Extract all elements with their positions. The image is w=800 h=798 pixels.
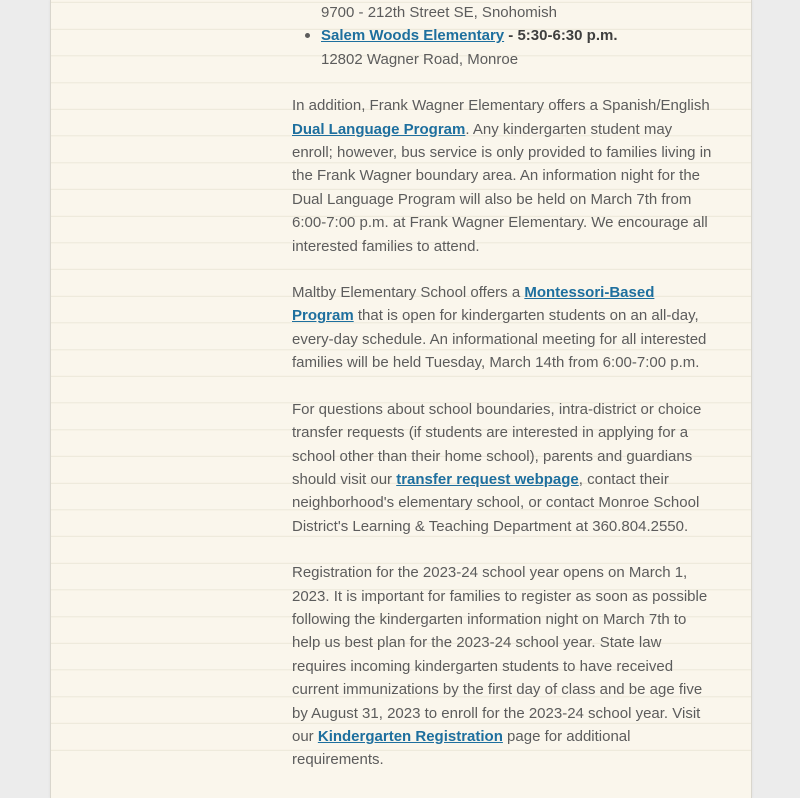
- paragraph-montessori: [292, 281, 716, 375]
- paragraph-text: In addition, Frank Wagner Elementary offers a Spanish/English: [292, 97, 710, 115]
- salem-woods-elementary-link[interactable]: Salem Woods Elementary: [321, 27, 505, 45]
- paragraph-registration: [292, 561, 716, 772]
- kindergarten-registration-link[interactable]: Kindergarten Registration: [317, 727, 503, 745]
- paragraph-text: that is open for kindergarten students on an all-day, every-day schedule. An informational meeting for all interested families will be held Tuesday, March 14th from 6:00-7:00 p.m.: [292, 307, 707, 372]
- montessori-based-program-link[interactable]: Montessori-Based Program: [292, 284, 655, 325]
- list-item-address: 12802 Wagner Road, Monroe: [321, 50, 519, 68]
- content-sheet: [50, 0, 752, 798]
- paragraph-text: For questions about school boundaries, intra-district or choice transfer requests (if students are interested in applying for a school other than their home school), parents and guardians should visit our: [292, 400, 702, 488]
- dual-language-program-link[interactable]: Dual Language Program: [292, 120, 466, 138]
- info-night-schedule-list: [292, 1, 716, 71]
- article-body: [292, 1, 716, 772]
- paragraph-text: , contact their neighborhood's elementary school, or contact Monroe School District's Learning & Teaching Department at 360.804.2550.: [292, 470, 700, 535]
- paragraph-text: Registration for the 2023-24 school year opens on March 1, 2023. It is important for families to register as soon as possible following the kindergarten information night on March 7th to help us best plan for the 2023-24 school year. State law requires incoming kindergarten students to have received current immunizations by the first day of class and be age five by August 31, 2023 to enroll for the 2023-24 school year. Visit our: [292, 564, 708, 745]
- transfer-request-webpage-link[interactable]: transfer request webpage: [396, 470, 579, 488]
- bullet-icon: [305, 33, 310, 38]
- paragraph-dual-language: [292, 94, 716, 258]
- paragraph-text: . Any kindergarten student may enroll; however, bus service is only provided to families living in the Frank Wagner boundary area. An information night for the Dual Language Program will also be held on March 7th from 6:00-7:00 p.m. at Frank Wagner Elementary. We encourage all interested families to attend.: [292, 120, 712, 255]
- paragraph-text: Maltby Elementary School offers a: [292, 284, 525, 302]
- list-item-salem-woods: [321, 24, 716, 71]
- list-item-title-line: [321, 24, 716, 47]
- paragraph-text: page for additional requirements.: [292, 727, 631, 769]
- paragraph-transfer-requests: [292, 398, 716, 538]
- event-time: - 5:30-6:30 p.m.: [504, 27, 618, 45]
- list-item-address-overflow: 9700 - 212th Street SE, Snohomish: [321, 4, 557, 21]
